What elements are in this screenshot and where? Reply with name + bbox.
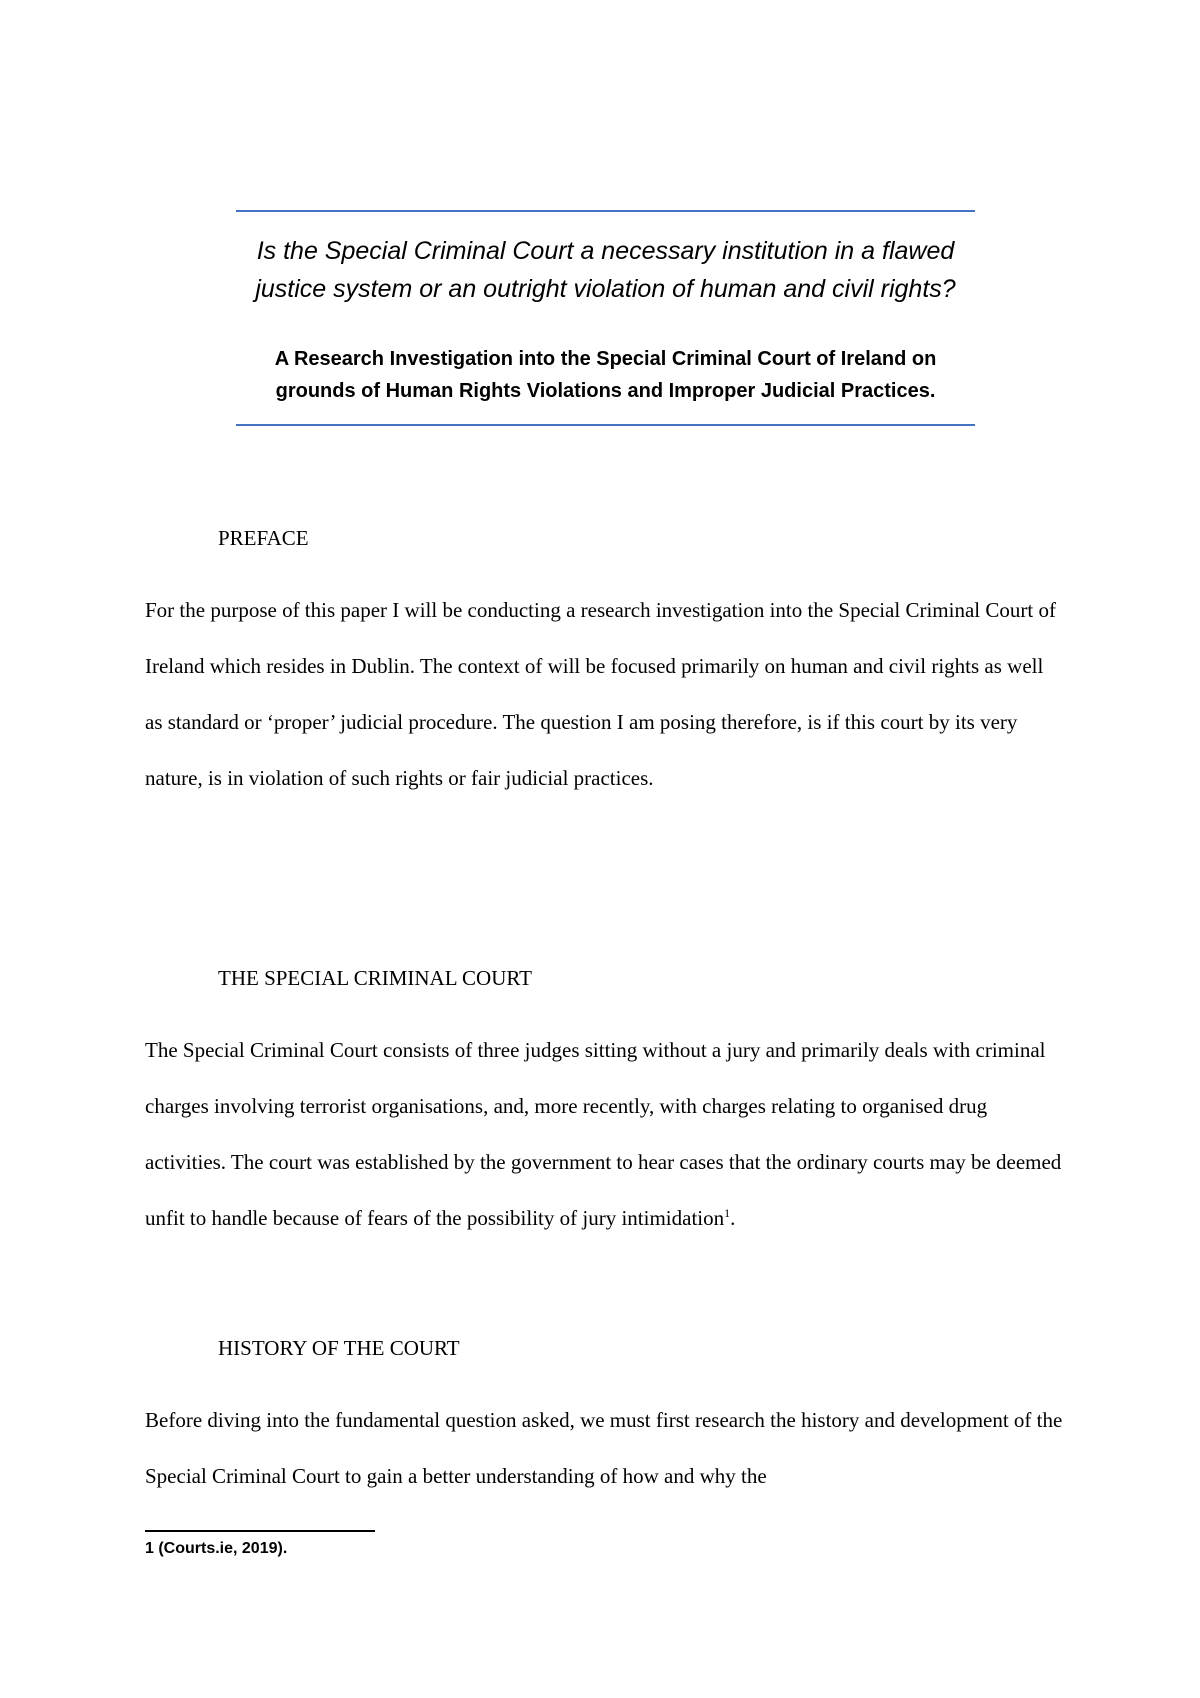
title-bottom-rule bbox=[236, 424, 975, 426]
special-court-heading: THE SPECIAL CRIMINAL COURT bbox=[218, 966, 532, 990]
footnote-text: 1 (Courts.ie, 2019). bbox=[145, 1540, 288, 1557]
subtitle-line-2: grounds of Human Rights Violations and Improper Judicial Practices. bbox=[275, 380, 936, 402]
subtitle-line-1: A Research Investigation into the Special Criminal Court of Ireland on bbox=[274, 348, 937, 370]
special-court-paragraph bbox=[145, 1022, 1065, 1246]
preface-heading: PREFACE bbox=[218, 526, 309, 550]
preface-paragraph: For the purpose of this paper I will be conducting a research investigation into the Special Criminal Court of Ireland which resides in Dublin. The context of will be focused primarily on human and civil rights as well as standard or ‘proper’ judicial procedure. The question I am posing therefore, is if this court by its very nature, is in violation of such rights or fair judicial practices. bbox=[145, 598, 1056, 790]
special-court-tail: . bbox=[730, 1206, 736, 1230]
title-top-rule bbox=[236, 210, 975, 212]
title-line-2: justice system or an outright violation of human and civil rights? bbox=[255, 275, 956, 303]
document-subtitle bbox=[236, 343, 975, 407]
title-line-1: Is the Special Criminal Court a necessary institution in a flawed bbox=[256, 237, 955, 265]
footnote-reference[interactable]: 1 bbox=[724, 1206, 731, 1220]
document-title bbox=[236, 232, 975, 308]
special-court-body: The Special Criminal Court consists of three judges sitting without a jury and primarily deals with criminal charges involving terrorist organisations, and, more recently, with charges relating to organised drug activities. The court was established by the government to hear cases that the ordinary courts may be deemed unfit to handle because of fears of the possibility of jury intimidation bbox=[145, 1038, 1062, 1230]
history-paragraph: Before diving into the fundamental question asked, we must first research the history and development of the Special Criminal Court to gain a better understanding of how and why the bbox=[145, 1408, 1063, 1488]
history-heading: HISTORY OF THE COURT bbox=[218, 1336, 460, 1360]
footnote-separator bbox=[145, 1530, 375, 1532]
